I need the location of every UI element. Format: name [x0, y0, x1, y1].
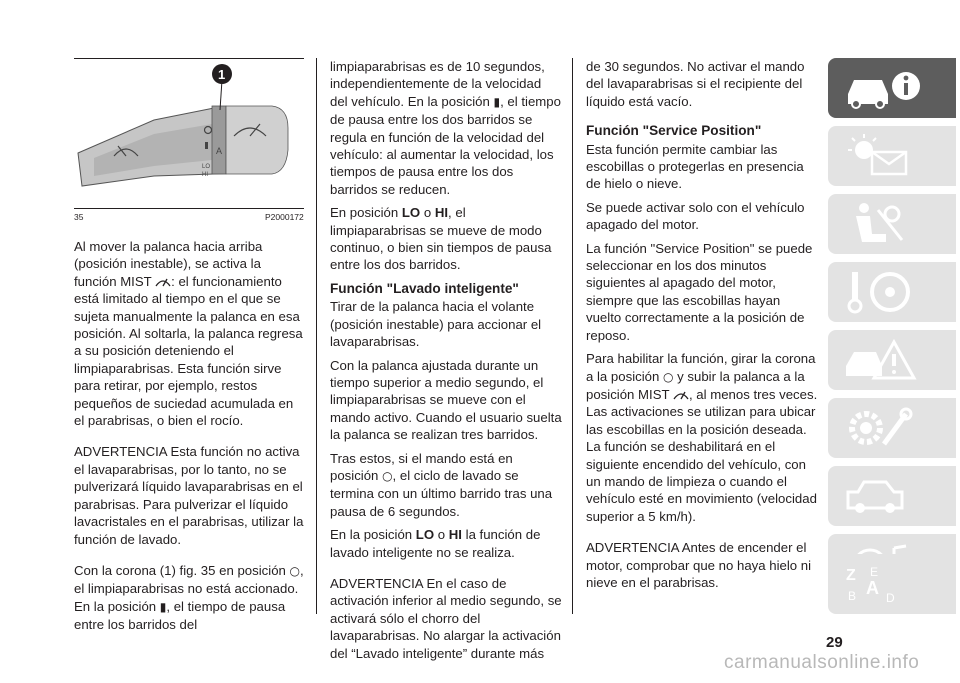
off-position-icon: ○ [382, 468, 393, 483]
lo-hi-paragraph: En posición LO o HI, el limpiaparabrisas se mueve de modo continuo, o bien sin tiempos de pausa entre los dos barridos. [330, 205, 552, 273]
interval-position-icon: ▮ [493, 94, 501, 109]
tab-vehicle-info[interactable] [828, 58, 956, 118]
page-number: 29 [826, 634, 843, 651]
alphabet-index-icon [842, 560, 922, 608]
column-2 [330, 58, 562, 668]
footer-watermark[interactable]: carmanualsonline.info [724, 652, 920, 673]
sun-envelope-icon [842, 132, 922, 180]
lever-label-a: A [216, 146, 223, 156]
warning-3: ADVERTENCIA Antes de encender el motor, comprobar que no haya hielo ni nieve en el parabrisas. [586, 540, 812, 590]
mist-wiper-icon [673, 389, 689, 400]
off-position-icon: ○ [662, 369, 674, 384]
car-warning-icon [842, 336, 922, 384]
column-divider-2 [572, 58, 573, 614]
lever-label-lo: LO [202, 164, 211, 170]
service-paragraph-2: Se puede activar solo con el vehículo apagado del motor. [586, 199, 805, 233]
hi-label: HI [448, 527, 462, 543]
car-info-icon [842, 64, 922, 112]
tab-maintenance[interactable] [828, 398, 956, 458]
interval-position-icon: ▮ [159, 599, 167, 614]
gear-wrench-icon [842, 404, 922, 452]
hi-label: HI [434, 205, 449, 221]
car-specs-icon [842, 472, 922, 520]
lo-label: LO [401, 205, 421, 221]
callout-1-label: 1 [218, 67, 226, 82]
lavado-paragraph-4: En la posición LO o HI la función de lavado inteligente no se realiza. [330, 527, 541, 560]
column-3 [586, 58, 818, 597]
lavado-paragraph-3: Tras estos, si el mando está en posición ○, el ciclo de lavado se termina con un último barrido tras una pausa de 6 segundos. [330, 450, 553, 519]
warning-2: ADVERTENCIA En el caso de activación inferior al medio segundo, se activará sólo el chorro del lavaparabrisas. No alargar la activación del “Lavado inteligente” durante más [330, 575, 562, 661]
lo-label: LO [415, 527, 435, 543]
svg-text:B: B [848, 589, 857, 603]
service-paragraph-1: Esta función permite cambiar las escobillas o protegerlas en presencia de hielo o nieve. [586, 141, 804, 192]
seat-airbag-icon [842, 200, 922, 248]
mist-wiper-icon [155, 276, 171, 287]
tab-driving[interactable] [828, 262, 956, 322]
interval-paragraph: limpiaparabrisas es de 10 segundos, independientemente de la velocidad del vehículo. En la posición ▮, el tiempo de pausa entre los dos barridos se regula en función de la velocidad del vehículo: al aumentar la velocidad, los tiempos de pausa entre los dos barridos se reducen. [330, 59, 561, 197]
key-steering-wheel-icon [842, 268, 922, 316]
tab-safety[interactable] [828, 194, 956, 254]
lavado-paragraph-2: Con la palanca ajustada durante un tiempo superior a medio segundo, el limpiaparabrisas se mueve con el mando activo. Cuando el usuario suelta la palanca se realizan tres barridos. [330, 357, 562, 443]
corona-paragraph: Con la corona (1) fig. 35 en posición ○, el limpiaparabrisas no está accionado. En la posición ▮, el tiempo de pausa entre los barridos del [74, 562, 304, 633]
heading-lavado-inteligente: Función "Lavado inteligente" [330, 280, 519, 296]
off-position-icon: ○ [289, 563, 301, 578]
service-intro: de 30 segundos. No activar el mando del lavaparabrisas si el recipiente del líquido está vacío. [586, 59, 805, 109]
svg-text:Z: Z [846, 567, 856, 584]
tab-index[interactable] [828, 554, 956, 614]
lever-label-hi: HI [202, 172, 208, 178]
column-divider-1 [316, 58, 317, 614]
mist-paragraph: Al mover la palanca hacia arriba (posición inestable), se activa la función MIST : el funcionamiento está limitado al tiempo en el que se sujeta manualmente la palanca en esa posición. Al soltarla, la palanca regresa a su posición deteniendo el limpiaparabrisas. Esta función sirve para retirar, por ejemplo, restos pequeños de suciedad acumulada en el parabrisas, o bien el rocío. [74, 239, 303, 429]
figure-number: 35 [74, 212, 84, 222]
tab-dashboard-lights[interactable] [828, 126, 956, 186]
tab-emergency[interactable] [828, 330, 956, 390]
figure-code: P2000172 [265, 212, 304, 222]
figure-35 [74, 58, 304, 208]
wiper-lever-illustration [74, 58, 304, 208]
svg-text:A: A [866, 578, 879, 598]
lavado-paragraph-1: Tirar de la palanca hacia el volante (posición inestable) para accionar el lavaparabrisas. [330, 299, 542, 350]
figure-bottom-rule [74, 208, 304, 209]
svg-text:D: D [886, 591, 895, 605]
column-1 [74, 238, 304, 640]
service-paragraph-3: La función "Service Position" se puede seleccionar en los dos minutos siguientes al apagado del motor, siempre que las escobillas hayan vuelto correctamente a la posición de reposo. [586, 240, 813, 343]
warning-1: ADVERTENCIA Esta función no activa el lavaparabrisas, por lo tanto, no se pulverizará líquido lavaparabrisas en el parabrisas. Para pulverizar el líquido lavacristales en el parabrisas, utilizar la función de lavado. [74, 444, 304, 547]
svg-text:E: E [870, 565, 879, 579]
service-paragraph-4: Para habilitar la función, girar la corona a la posición ○ y subir la palanca a la posición MIST , al menos tres veces. Las activaciones se utilizan para ubicar las escobillas en la posición deseada. La función se deshabilitará en el siguiente encendido del vehículo, con un mando de limpieza o cuando el vehículo esté en movimiento (velocidad superior a 5 km/h). [586, 351, 818, 524]
tab-technical-data[interactable] [828, 466, 956, 526]
heading-service-position: Función "Service Position" [586, 123, 762, 139]
